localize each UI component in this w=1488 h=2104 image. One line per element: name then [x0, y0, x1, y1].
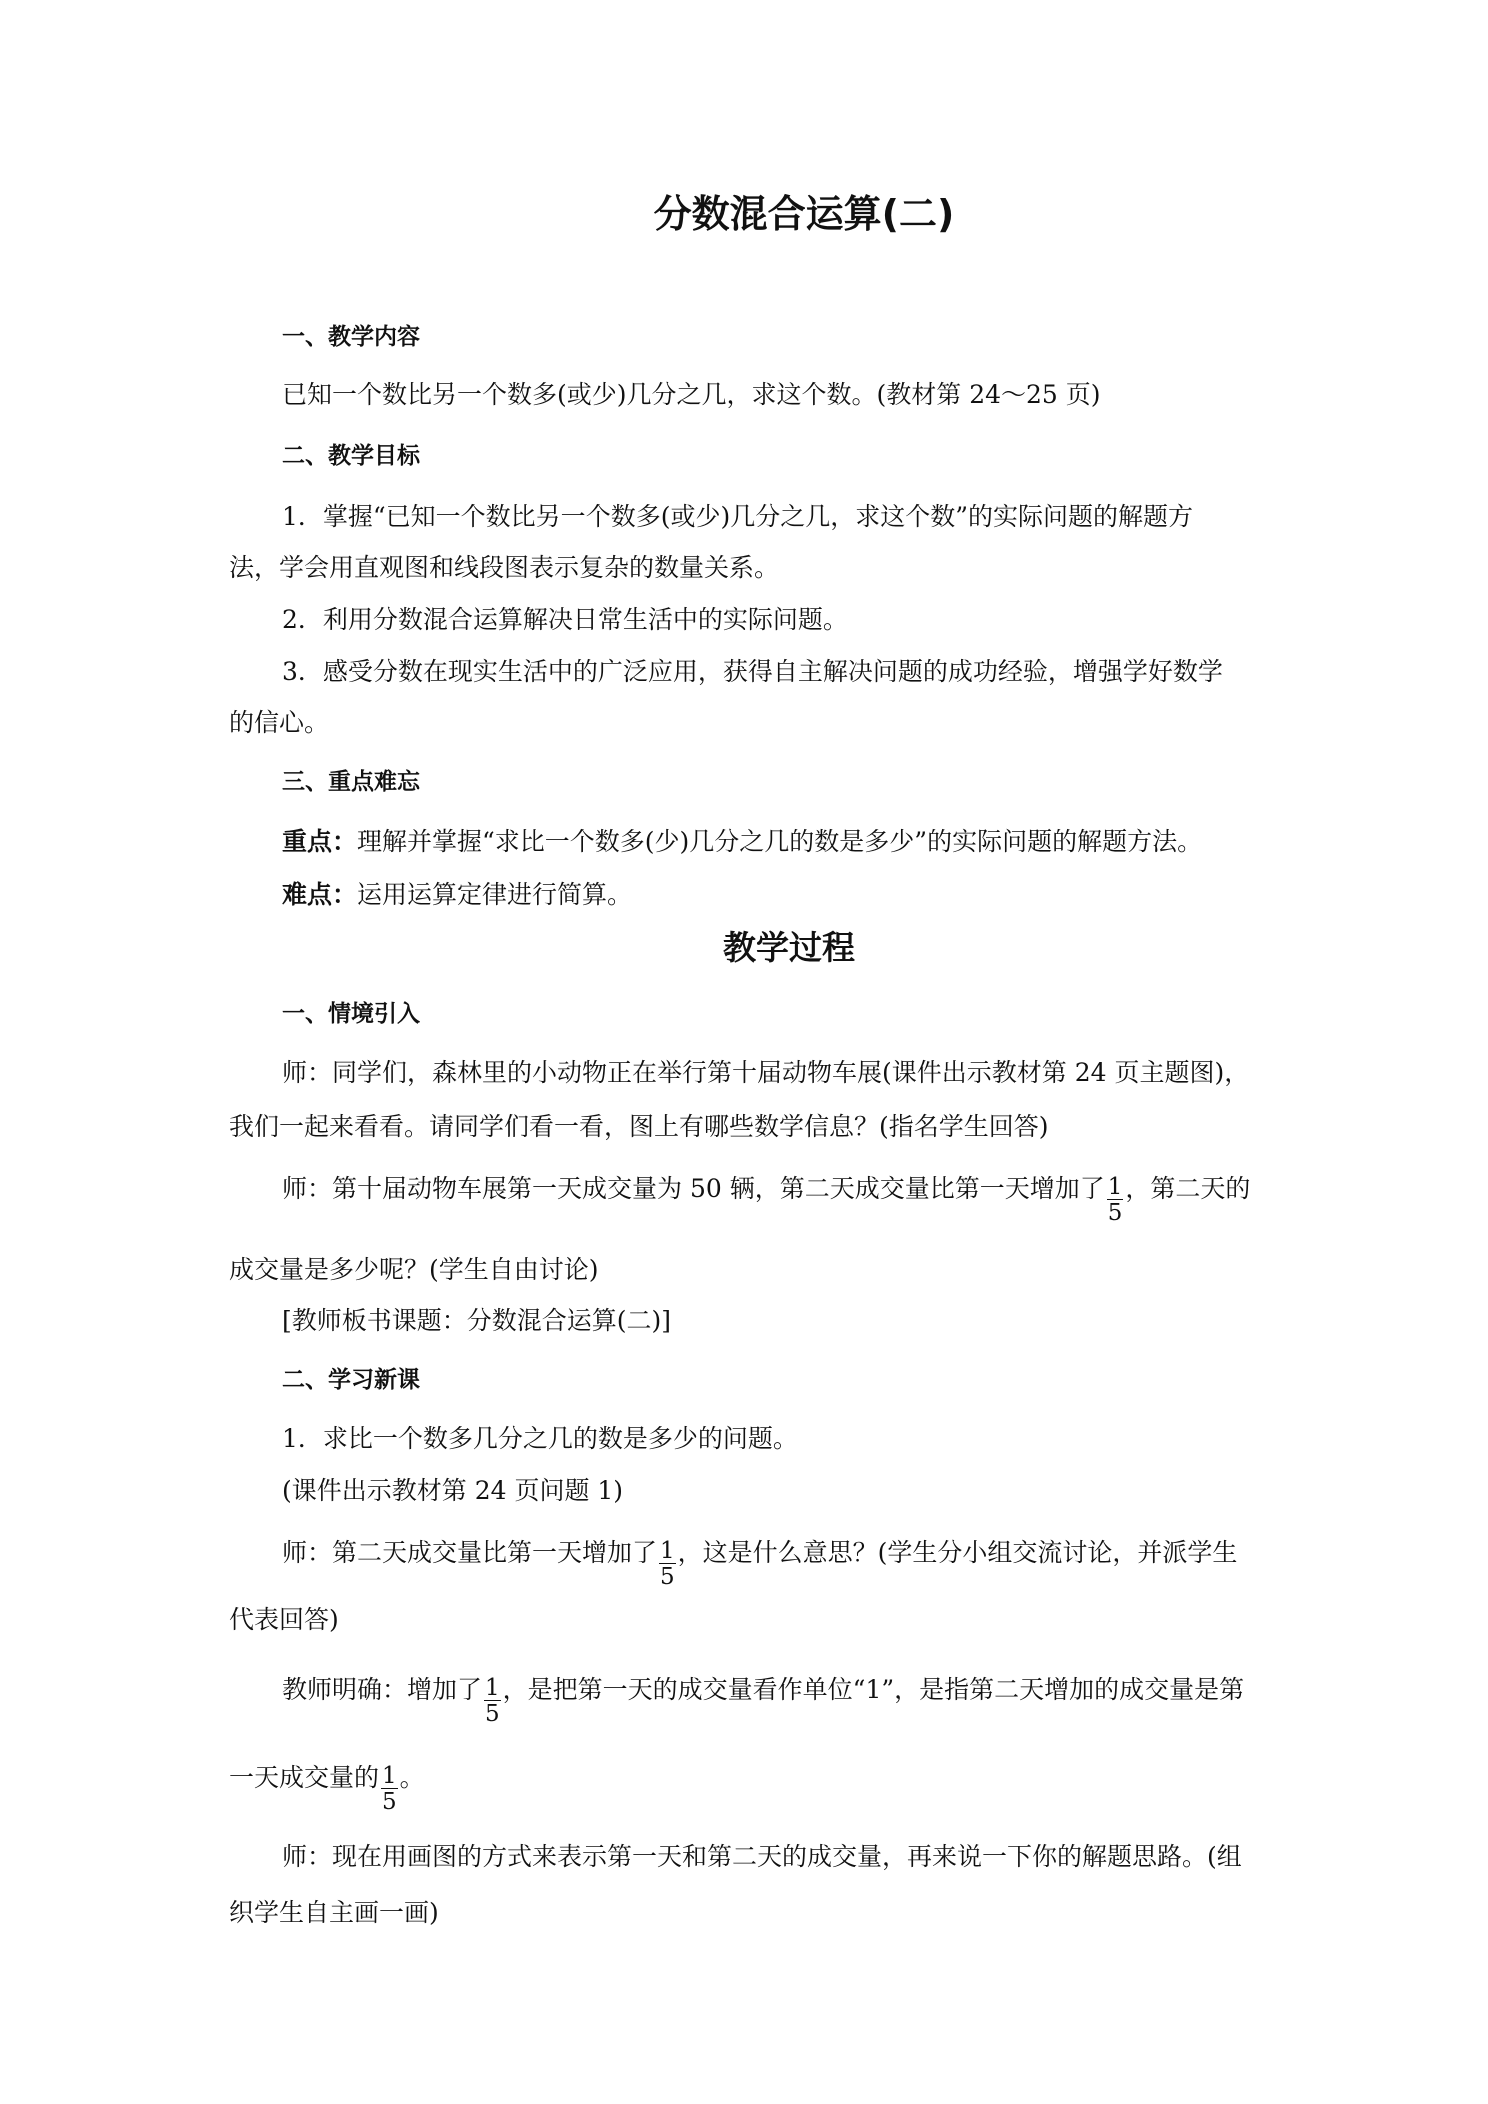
teaching-content-text: 已知一个数比另一个数多(或少)几分之几，求这个数。(教材第 24～25 页)	[282, 380, 1101, 409]
fraction-numerator: 1	[382, 1763, 397, 1789]
goal-3-line-2: 的信心。	[229, 708, 330, 737]
new-lesson-para-1-text-end: ，这是什么意思？(学生分小组交流讨论，并派学生	[677, 1538, 1238, 1567]
goal-1-line-2: 法，学会用直观图和线段图表示复杂的数量关系。	[229, 553, 780, 582]
teacher-clarify-line-2-end: 。	[399, 1763, 425, 1792]
fraction-numerator: 1	[1107, 1174, 1123, 1200]
difficult-point-label: 难点：	[282, 880, 358, 909]
intro-para-2-text-end: ，第二天的	[1125, 1174, 1251, 1203]
board-title-note: [教师板书课题：分数混合运算(二)]	[282, 1306, 672, 1335]
difficult-point	[282, 875, 632, 911]
teacher-clarify-line-1	[282, 1667, 1245, 1727]
goal-3-line-1: 3．感受分数在现实生活中的广泛应用，获得自主解决问题的成功经验，增强学好数学	[282, 657, 1223, 686]
drawing-para-line-1: 师：现在用画图的方式来表示第一天和第二天的成交量，再来说一下你的解题思路。(组	[282, 1842, 1242, 1871]
new-lesson-para-1-line-1	[282, 1530, 1238, 1590]
fraction-denominator: 5	[1107, 1200, 1123, 1226]
teacher-clarify-text-end: ，是把第一天的成交量看作单位“1”，是指第二天增加的成交量是第	[502, 1675, 1245, 1704]
teacher-clarify-line-2	[229, 1755, 425, 1815]
fraction-denominator: 5	[485, 1701, 500, 1727]
intro-para-1-line-1: 师：同学们，森林里的小动物正在举行第十届动物车展(课件出示教材第 24 页主题图)，	[282, 1058, 1250, 1087]
heading-teaching-content: 一、教学内容	[282, 324, 420, 350]
new-lesson-courseware-note: (课件出示教材第 24 页问题 1)	[282, 1476, 624, 1505]
fraction-denominator: 5	[660, 1564, 675, 1590]
difficult-point-text: 运用运算定律进行简算。	[357, 880, 633, 909]
teacher-clarify-line-2-text: 一天成交量的	[229, 1763, 380, 1792]
teacher-clarify-text: 教师明确：增加了	[282, 1675, 483, 1704]
key-point-label: 重点：	[282, 827, 358, 856]
intro-para-1-line-2: 我们一起来看看。请同学们看一看，图上有哪些数学信息？(指名学生回答)	[229, 1112, 1049, 1141]
fraction-one-fifth	[381, 1765, 398, 1814]
fraction-numerator: 1	[660, 1538, 675, 1564]
new-lesson-para-1-text: 师：第二天成交量比第一天增加了	[282, 1538, 658, 1567]
document-title: 分数混合运算(二)	[653, 192, 955, 236]
intro-para-2-line-1	[282, 1166, 1251, 1226]
goal-1-line-1: 1．掌握“已知一个数比另一个数多(或少)几分之几，求这个数”的实际问题的解题方	[282, 502, 1193, 531]
drawing-para-line-2: 织学生自主画一画)	[229, 1898, 439, 1927]
fraction-one-fifth	[659, 1540, 676, 1589]
key-point-text: 理解并掌握“求比一个数多(少)几分之几的数是多少”的实际问题的解题方法。	[357, 827, 1203, 856]
fraction-denominator: 5	[382, 1789, 397, 1815]
heading-teaching-goals: 二、教学目标	[282, 443, 420, 469]
new-lesson-item-1: 1．求比一个数多几分之几的数是多少的问题。	[282, 1424, 798, 1453]
new-lesson-para-1-line-2: 代表回答)	[229, 1605, 339, 1634]
fraction-numerator: 1	[485, 1675, 500, 1701]
intro-para-2-line-2: 成交量是多少呢？(学生自由讨论)	[229, 1255, 599, 1284]
goal-2: 2．利用分数混合运算解决日常生活中的实际问题。	[282, 605, 848, 634]
heading-key-points: 三、重点难忘	[282, 769, 420, 795]
fraction-one-fifth	[1107, 1176, 1124, 1225]
intro-para-2-text: 师：第十届动物车展第一天成交量为 50 辆，第二天成交量比第一天增加了	[282, 1174, 1105, 1203]
fraction-one-fifth	[484, 1677, 501, 1726]
process-title: 教学过程	[723, 928, 855, 967]
heading-new-lesson: 二、学习新课	[282, 1367, 420, 1393]
heading-intro: 一、情境引入	[282, 1001, 420, 1027]
key-point	[282, 822, 1202, 858]
